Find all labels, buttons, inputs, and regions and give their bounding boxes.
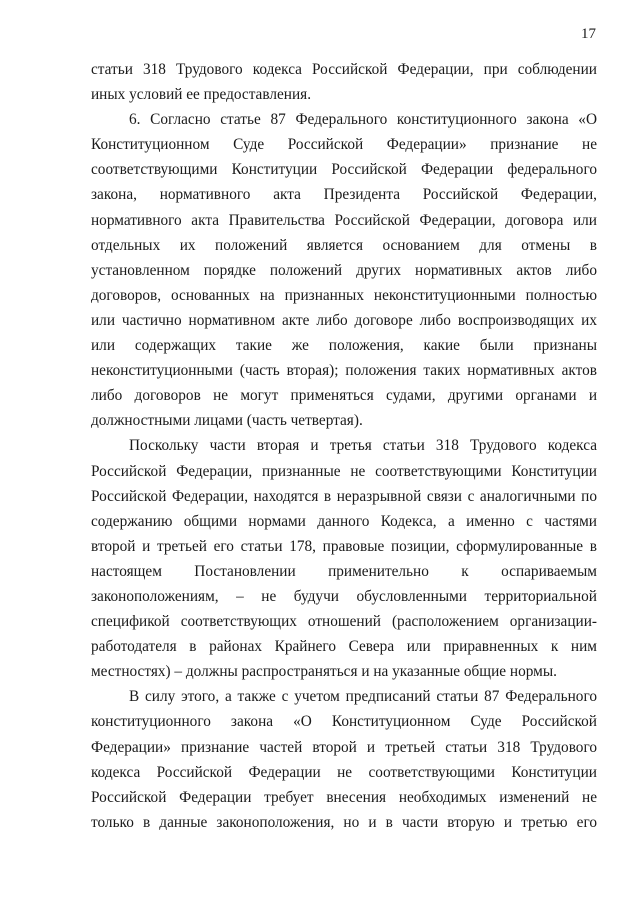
text-line: установленном порядке положений других нормативных актов либо xyxy=(91,261,597,279)
text-line: закона, нормативного акта Президента Российской Федерации, xyxy=(91,186,597,204)
text-line: иных условий ее предоставления. xyxy=(91,86,312,104)
text-line: кодекса Российской Федерации не соответствующими Конституции xyxy=(91,763,597,781)
text-line: статьи 318 Трудового кодекса Российской Федерации, при соблюдении xyxy=(91,61,597,78)
text-line: спецификой соответствующих отношений (расположением организации- xyxy=(91,613,597,631)
paragraph xyxy=(91,57,597,107)
text-line: законоположениям, – не будучи обусловленными территориальной xyxy=(91,587,597,605)
text-line: Российской Федерации, находятся в неразрывной связи с аналогичными по xyxy=(91,487,597,505)
text-line: Поскольку части вторая и третья статьи 318 Трудового кодекса xyxy=(129,437,597,455)
page-number: 17 xyxy=(581,26,596,42)
text-line: конституционного закона «О Конституционном Суде Российской xyxy=(91,713,597,731)
text-line: только в данные законоположения, но и в части вторую и третью его xyxy=(91,813,597,831)
paragraph xyxy=(91,684,597,835)
text-line: 6. Согласно статье 87 Федерального конституционного закона «О xyxy=(129,111,597,129)
text-line: должностными лицами (часть четвертая). xyxy=(91,412,363,430)
text-line: второй и третьей его статьи 178, правовые позиции, сформулированные в xyxy=(91,537,597,555)
text-line: отдельных их положений является основанием для отмены в xyxy=(91,236,597,254)
text-line: Российской Федерации требует внесения необходимых изменений не xyxy=(91,788,597,806)
document-body xyxy=(91,57,597,835)
text-line: В силу этого, а также с учетом предписаний статьи 87 Федерального xyxy=(129,688,597,706)
text-line: работодателя в районах Крайнего Севера или приравненных к ним xyxy=(91,638,597,656)
text-line: либо договоров не могут применяться судами, другими органами и xyxy=(91,387,597,405)
text-line: или частично нормативном акте либо договоре либо воспроизводящих их xyxy=(91,311,597,329)
text-line: или содержащих такие же положения, какие были признаны xyxy=(91,337,597,355)
text-line: Федерации» признание частей второй и третьей статьи 318 Трудового xyxy=(91,738,597,756)
text-line: настоящем Постановлении применительно к оспариваемым xyxy=(91,562,597,580)
text-line: соответствующими Конституции Российской Федерации федерального xyxy=(91,161,597,179)
text-line: содержанию общими нормами данного Кодекса, а именно с частями xyxy=(91,512,597,530)
paragraph xyxy=(91,107,597,433)
text-line: Конституционном Суде Российской Федерации» признание не xyxy=(91,136,597,154)
text-line: Российской Федерации, признанные не соответствующими Конституции xyxy=(91,462,597,480)
paragraph xyxy=(91,433,597,684)
text-line: неконституционными (часть вторая); положения таких нормативных актов xyxy=(91,362,597,380)
text-line: нормативного акта Правительства Российской Федерации, договора или xyxy=(91,211,597,229)
text-line: договоров, основанных на признанных неконституционными полностью xyxy=(91,286,597,304)
text-line: местностях) – должны распространяться и на указанные общие нормы. xyxy=(91,663,557,681)
